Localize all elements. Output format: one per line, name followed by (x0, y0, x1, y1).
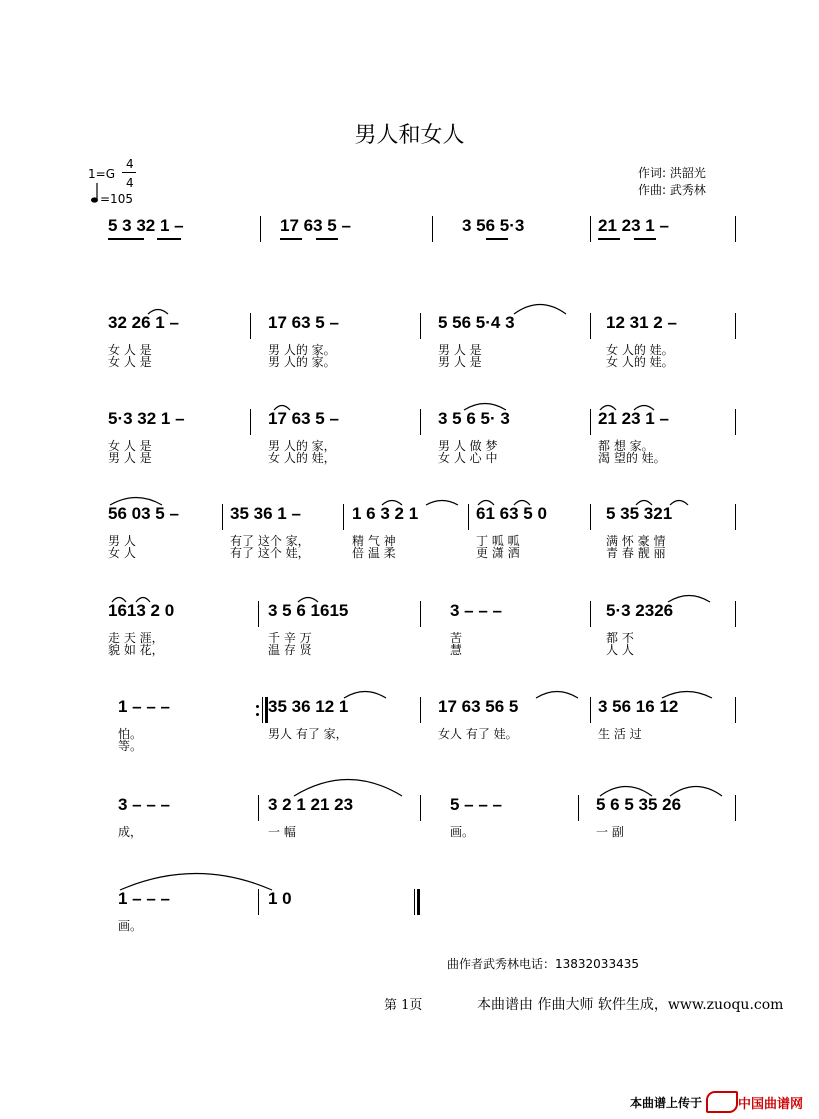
barline (250, 313, 251, 339)
measure-notes: 21 23 1 – (598, 216, 669, 235)
lyric-line-2: 男 人的 家。 (268, 355, 336, 369)
measure-notes: 3 56 16 12 (598, 697, 679, 716)
lyric-line-1: 男人 有了 家， (268, 727, 348, 741)
composer-contact: 曲作者武秀林电话：13832033435 (447, 957, 639, 971)
lyric-line-1: 画。 (118, 919, 143, 933)
slur (632, 401, 656, 411)
barline (222, 504, 223, 530)
measure-notes: 17 63 5 – (268, 313, 339, 332)
slur (292, 773, 404, 797)
barline (735, 216, 736, 242)
measure-notes: 1 6 3 2 1 (352, 504, 419, 523)
lyric-line-1: 怕。 (118, 727, 143, 741)
slur (634, 496, 654, 506)
lyric-line-2: 温 存 贤 (268, 643, 312, 657)
measure-notes: 61 63 5 0 (476, 504, 547, 523)
final-barline (417, 889, 420, 915)
measure-notes: 5 56 5·4 3 (438, 313, 515, 332)
underline (316, 238, 338, 240)
lyric-line-1: 千 辛 万 (268, 631, 312, 645)
barline (735, 601, 736, 627)
lyric-line-2: 男 人 是 (438, 355, 482, 369)
measure-notes: 5 – – – (450, 795, 502, 814)
slur (462, 399, 508, 411)
barline (420, 795, 421, 821)
lyric-line-1: 苦 (450, 631, 463, 645)
site-logo-text: 中国曲谱网 (738, 1097, 804, 1112)
lyric-line-1: 都 不 (606, 631, 634, 645)
barline (258, 795, 259, 821)
underline (157, 238, 181, 240)
slur (146, 305, 170, 315)
site-logo-icon (706, 1091, 738, 1113)
barline (735, 795, 736, 821)
lyric-line-1: 生 活 过 (598, 727, 642, 741)
measure-notes: 3 5 6 5· 3 (438, 409, 510, 428)
composer: 作曲: 武秀林 (638, 183, 706, 197)
barline (590, 601, 591, 627)
slur (666, 591, 712, 603)
slur (598, 401, 618, 411)
lyric-line-2: 女 人的 娃。 (606, 355, 674, 369)
lyric-line-1: 成， (118, 825, 143, 839)
measure-notes: 5·3 32 1 – (108, 409, 185, 428)
slur (598, 781, 654, 797)
lyric-line-1: 男 人 做 梦 (438, 439, 498, 453)
lyric-line-1: 男 人的 家。 (268, 343, 336, 357)
measure-notes: 3 2 1 21 23 (268, 795, 354, 814)
barline (420, 409, 421, 435)
lyric-line-1: 都 想 家。 (598, 439, 654, 453)
measure-notes: 5·3 2326 (606, 601, 674, 620)
lyric-line-2: 渴 望的 娃。 (598, 451, 666, 465)
lyric-line-2: 女 人 (108, 546, 136, 560)
lyric-line-2: 女 人 是 (108, 355, 152, 369)
quarter-note-icon (90, 181, 100, 209)
lyric-line-2: 女 人的 娃， (268, 451, 336, 465)
time-signature-top: 4 (126, 157, 134, 171)
slur (108, 492, 164, 506)
measure-notes: 5 3 32 1 – (108, 216, 184, 235)
lyric-line-2: 人 人 (606, 643, 634, 657)
lyric-line-1: 走 天 涯， (108, 631, 164, 645)
generator-note: 本曲谱由 作曲大师 软件生成，www.zuoqu.com (477, 997, 784, 1013)
lyric-line-1: 男 人 (108, 534, 136, 548)
barline (262, 697, 263, 723)
tie (118, 867, 274, 891)
barline (590, 409, 591, 435)
slur (342, 687, 388, 699)
measure-notes: 17 63 5 – (280, 216, 351, 235)
slur (296, 593, 320, 603)
measure-notes: 35 36 1 – (230, 504, 301, 523)
barline (735, 409, 736, 435)
lyric-line-1: 女 人 是 (108, 439, 152, 453)
measure-notes: 32 26 1 – (108, 313, 179, 332)
time-signature-bottom: 4 (126, 176, 134, 190)
lyric-line-2: 更 潇 洒 (476, 546, 520, 560)
slur (380, 496, 404, 506)
barline (420, 697, 421, 723)
underline (486, 238, 508, 240)
tempo: =105 (100, 192, 133, 206)
barline (735, 313, 736, 339)
measure-notes: 1 – – – (118, 697, 170, 716)
barline (258, 889, 259, 915)
lyric-line-1: 有了 这个 家， (230, 534, 310, 548)
lyric-line-1: 一 幅 (268, 825, 296, 839)
lyric-line-2: 貌 如 花， (108, 643, 164, 657)
lyric-line-2: 男 人 是 (108, 451, 152, 465)
underline (108, 238, 144, 240)
barline (590, 313, 591, 339)
barline (590, 216, 591, 242)
slur (534, 687, 580, 699)
measure-notes: 17 63 5 – (268, 409, 339, 428)
slur (110, 593, 128, 603)
lyric-line-1: 丁 呱 呱 (476, 534, 520, 548)
measure-notes: 3 56 5·3 (462, 216, 525, 235)
barline (343, 504, 344, 530)
lyric-line-2: 等。 (118, 739, 143, 753)
barline (258, 601, 259, 627)
barline (735, 697, 736, 723)
barline (735, 504, 736, 530)
upload-label: 本曲谱上传于 (630, 1096, 703, 1110)
barline (578, 795, 579, 821)
barline (432, 216, 433, 242)
lyric-line-2: 慧 (450, 643, 463, 657)
underline (280, 238, 302, 240)
barline (414, 889, 415, 915)
lyric-line-1: 精 气 神 (352, 534, 396, 548)
repeat-dot (256, 705, 259, 708)
barline (590, 697, 591, 723)
underline (634, 238, 656, 240)
lyric-line-1: 男 人 是 (438, 343, 482, 357)
measure-notes: 21 23 1 – (598, 409, 669, 428)
slur (512, 496, 532, 506)
measure-notes: 3 – – – (450, 601, 502, 620)
lyric-line-1: 一 副 (596, 825, 624, 839)
measure-notes: 1 0 (268, 889, 292, 908)
lyricist: 作词: 洪韶光 (638, 166, 706, 180)
lyric-line-1: 女 人 是 (108, 343, 152, 357)
barline (250, 409, 251, 435)
lyric-line-2: 有了 这个 娃， (230, 546, 310, 560)
lyric-line-2: 女 人 心 中 (438, 451, 498, 465)
key-signature: 1=G (88, 167, 115, 181)
lyric-line-2: 倍 温 柔 (352, 546, 396, 560)
lyric-line-1: 画。 (450, 825, 475, 839)
measure-notes: 17 63 56 5 (438, 697, 519, 716)
slur (660, 687, 714, 699)
underline (598, 238, 620, 240)
lyric-line-1: 男 人的 家， (268, 439, 336, 453)
slur (512, 299, 568, 315)
measure-notes: 12 31 2 – (606, 313, 677, 332)
slur (668, 496, 690, 506)
barline (420, 313, 421, 339)
slur (272, 401, 292, 411)
slur (476, 496, 496, 506)
page-title: 男人和女人 (354, 123, 465, 148)
lyric-line-1: 女人 有了 娃。 (438, 727, 518, 741)
lyric-line-1: 女 人的 娃。 (606, 343, 674, 357)
time-signature-line (122, 172, 136, 173)
slur (668, 781, 724, 797)
measure-notes: 56 03 5 – (108, 504, 179, 523)
measure-notes: 5 35 321 (606, 504, 673, 523)
barline (468, 504, 469, 530)
repeat-dot (256, 713, 259, 716)
lyric-line-1: 满 怀 豪 情 (606, 534, 666, 548)
barline (260, 216, 261, 242)
lyric-line-2: 青 春 靓 丽 (606, 546, 666, 560)
slur (134, 593, 152, 603)
barline (420, 601, 421, 627)
measure-notes: 1613 2 0 (108, 601, 175, 620)
page-number: 第 1页 (384, 998, 423, 1013)
measure-notes: 35 36 12 1 (268, 697, 349, 716)
barline (590, 504, 591, 530)
measure-notes: 3 – – – (118, 795, 170, 814)
measure-notes: 5 6 5 35 26 (596, 795, 682, 814)
measure-notes: 3 5 6 1615 (268, 601, 349, 620)
slur (424, 496, 460, 506)
measure-notes: 1 – – – (118, 889, 170, 908)
